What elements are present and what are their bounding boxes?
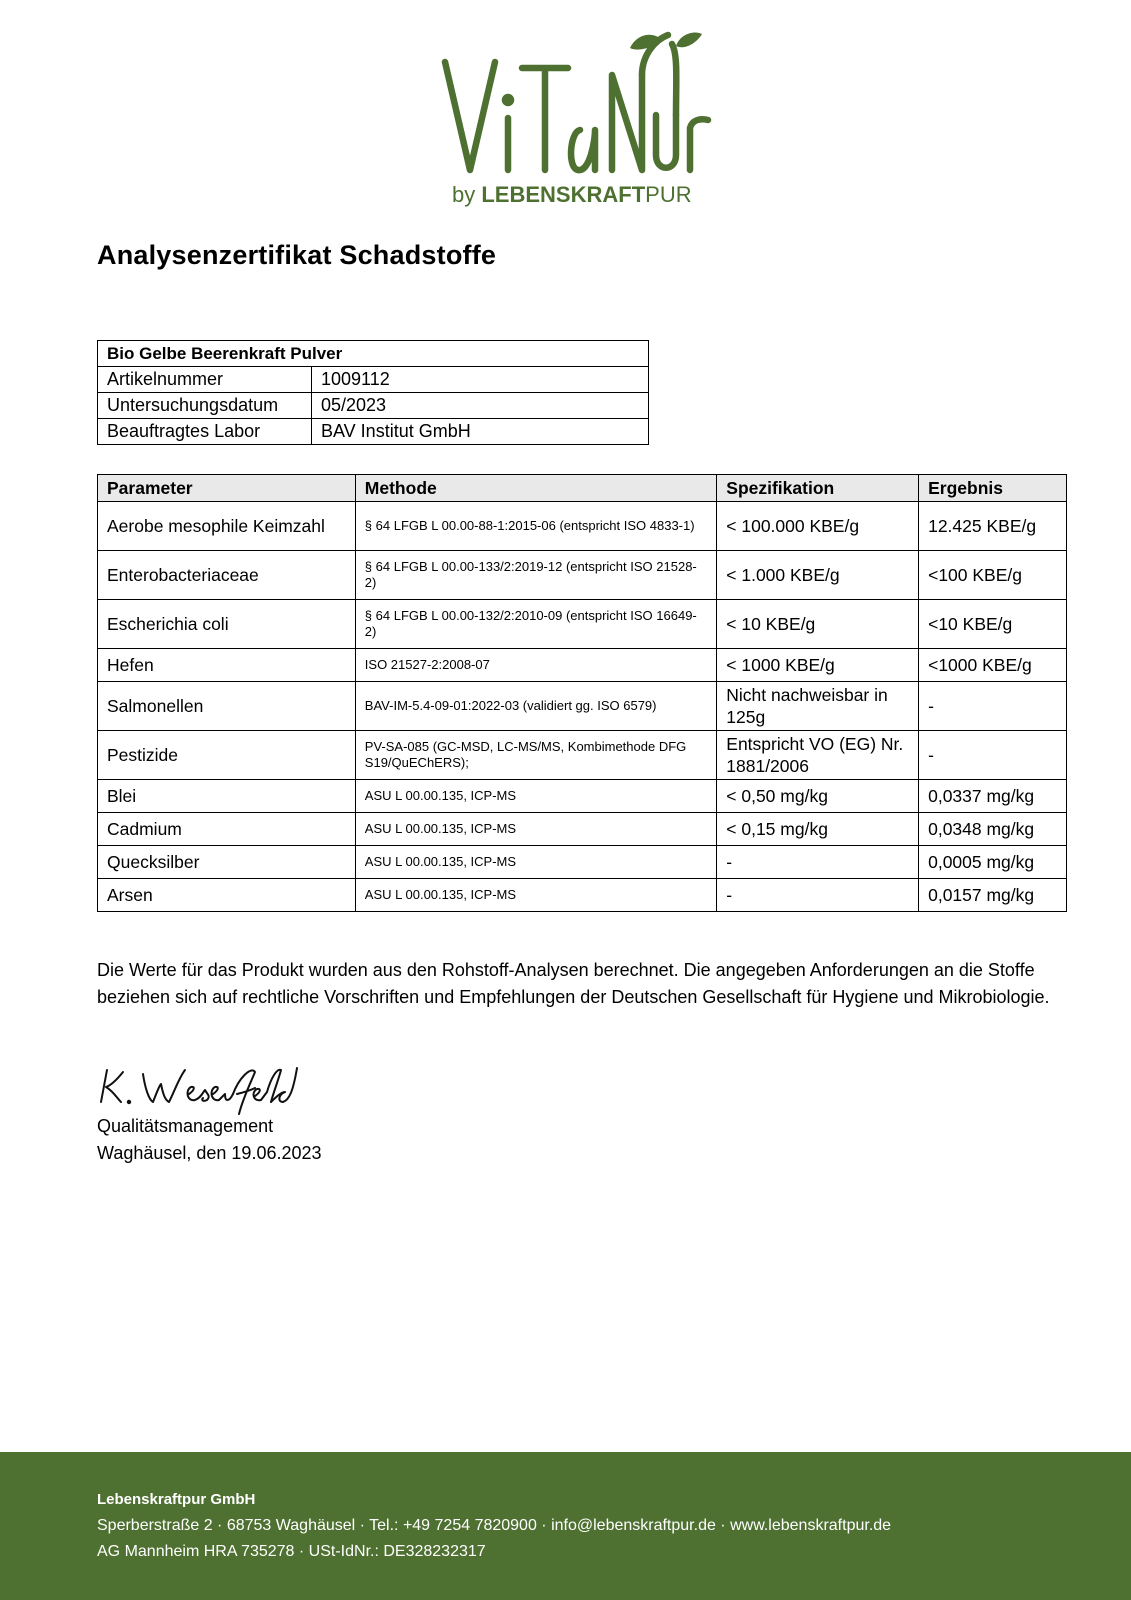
column-header-specification: Spezifikation [717, 475, 919, 502]
footer-address: Sperberstraße 2 · 68753 Waghäusel · Tel.: +49 7254 7820900 · info@lebenskraftpur.de · www.lebenskraftpur.de [97, 1517, 892, 1534]
cell-method: ASU L 00.00.135, ICP-MS [355, 780, 716, 813]
cell-method: ISO 21527-2:2008-07 [355, 649, 716, 682]
table-row [98, 551, 1067, 600]
cell-parameter: Pestizide [98, 731, 356, 780]
table-row [98, 682, 1067, 731]
cell-result: - [919, 682, 1067, 731]
product-info-table [97, 340, 649, 445]
cell-method: ASU L 00.00.135, ICP-MS [355, 813, 716, 846]
table-row [98, 813, 1067, 846]
cell-result: 0,0157 mg/kg [919, 879, 1067, 912]
cell-spec: Entspricht VO (EG) Nr. 1881/2006 [717, 731, 919, 780]
calculation-note: Die Werte für das Produkt wurden aus den Rohstoff-Analysen berechnet. Die angegeben Anforderungen an die Stoffe beziehen sich auf rechtliche Vorschriften und Empfehlungen der Deutschen Gesellschaft für Hygiene und Mikrobiologie. [97, 960, 1050, 1007]
logo-tagline: by LEBENSKRAFTPUR [452, 182, 692, 207]
cell-result: 0,0337 mg/kg [919, 780, 1067, 813]
info-value: 05/2023 [312, 393, 649, 419]
column-header-result: Ergebnis [919, 475, 1067, 502]
table-row [98, 846, 1067, 879]
cell-result: <1000 KBE/g [919, 649, 1067, 682]
cell-method: PV-SA-085 (GC-MSD, LC-MS/MS, Kombimethode DFG S19/QuEChERS); [355, 731, 716, 780]
table-row [98, 502, 1067, 551]
product-name-row [98, 341, 649, 367]
info-row [98, 419, 649, 445]
place-date: Waghäusel, den 19.06.2023 [97, 1143, 322, 1163]
handwritten-signature-graphic [95, 1058, 315, 1118]
info-value: BAV Institut GmbH [312, 419, 649, 445]
table-row [98, 780, 1067, 813]
cell-parameter: Enterobacteriaceae [98, 551, 356, 600]
vitanur-logo-graphic [440, 30, 720, 215]
cell-method: § 64 LFGB L 00.00-132/2:2010-09 (entspricht ISO 16649-2) [355, 600, 716, 649]
cell-spec: - [717, 846, 919, 879]
signer-block [97, 1113, 322, 1167]
cell-spec: Nicht nachweisbar in 125g [717, 682, 919, 731]
results-header-row [98, 475, 1067, 502]
cell-result: 0,0005 mg/kg [919, 846, 1067, 879]
cell-spec: < 1.000 KBE/g [717, 551, 919, 600]
cell-spec: < 0,15 mg/kg [717, 813, 919, 846]
info-label: Artikelnummer [98, 367, 312, 393]
info-row [98, 393, 649, 419]
column-header-method: Methode [355, 475, 716, 502]
cell-parameter: Quecksilber [98, 846, 356, 879]
info-row [98, 367, 649, 393]
signer-role: Qualitätsmanagement [97, 1116, 274, 1136]
cell-parameter: Hefen [98, 649, 356, 682]
cell-result: 0,0348 mg/kg [919, 813, 1067, 846]
cell-result: <100 KBE/g [919, 551, 1067, 600]
cell-method: § 64 LFGB L 00.00-133/2:2019-12 (entspricht ISO 21528-2) [355, 551, 716, 600]
cell-result: <10 KBE/g [919, 600, 1067, 649]
signature [95, 1058, 315, 1118]
cell-parameter: Cadmium [98, 813, 356, 846]
cell-spec: < 100.000 KBE/g [717, 502, 919, 551]
cell-spec: < 1000 KBE/g [717, 649, 919, 682]
table-row [98, 649, 1067, 682]
cell-method: ASU L 00.00.135, ICP-MS [355, 879, 716, 912]
cell-parameter: Aerobe mesophile Keimzahl [98, 502, 356, 551]
cell-spec: < 10 KBE/g [717, 600, 919, 649]
results-table [97, 474, 1067, 912]
info-label: Untersuchungsdatum [98, 393, 312, 419]
cell-spec: - [717, 879, 919, 912]
info-value: 1009112 [312, 367, 649, 393]
cell-method: ASU L 00.00.135, ICP-MS [355, 846, 716, 879]
brand-logo [440, 30, 720, 215]
footer-register: AG Mannheim HRA 735278 · USt-IdNr.: DE328232317 [97, 1543, 486, 1560]
page-footer [0, 1452, 1131, 1600]
info-label: Beauftragtes Labor [98, 419, 312, 445]
cell-result: 12.425 KBE/g [919, 502, 1067, 551]
cell-spec: < 0,50 mg/kg [717, 780, 919, 813]
column-header-parameter: Parameter [98, 475, 356, 502]
cell-result: - [919, 731, 1067, 780]
table-row [98, 879, 1067, 912]
cell-method: BAV-IM-5.4-09-01:2022-03 (validiert gg. ISO 6579) [355, 682, 716, 731]
cell-parameter: Blei [98, 780, 356, 813]
cell-parameter: Salmonellen [98, 682, 356, 731]
cell-parameter: Arsen [98, 879, 356, 912]
page-title: Analysenzertifikat Schadstoffe [97, 240, 497, 270]
product-name: Bio Gelbe Beerenkraft Pulver [98, 341, 649, 367]
footer-company: Lebenskraftpur GmbH [97, 1491, 256, 1508]
cell-method: § 64 LFGB L 00.00-88-1:2015-06 (entspricht ISO 4833-1) [355, 502, 716, 551]
table-row [98, 600, 1067, 649]
cell-parameter: Escherichia coli [98, 600, 356, 649]
table-row [98, 731, 1067, 780]
